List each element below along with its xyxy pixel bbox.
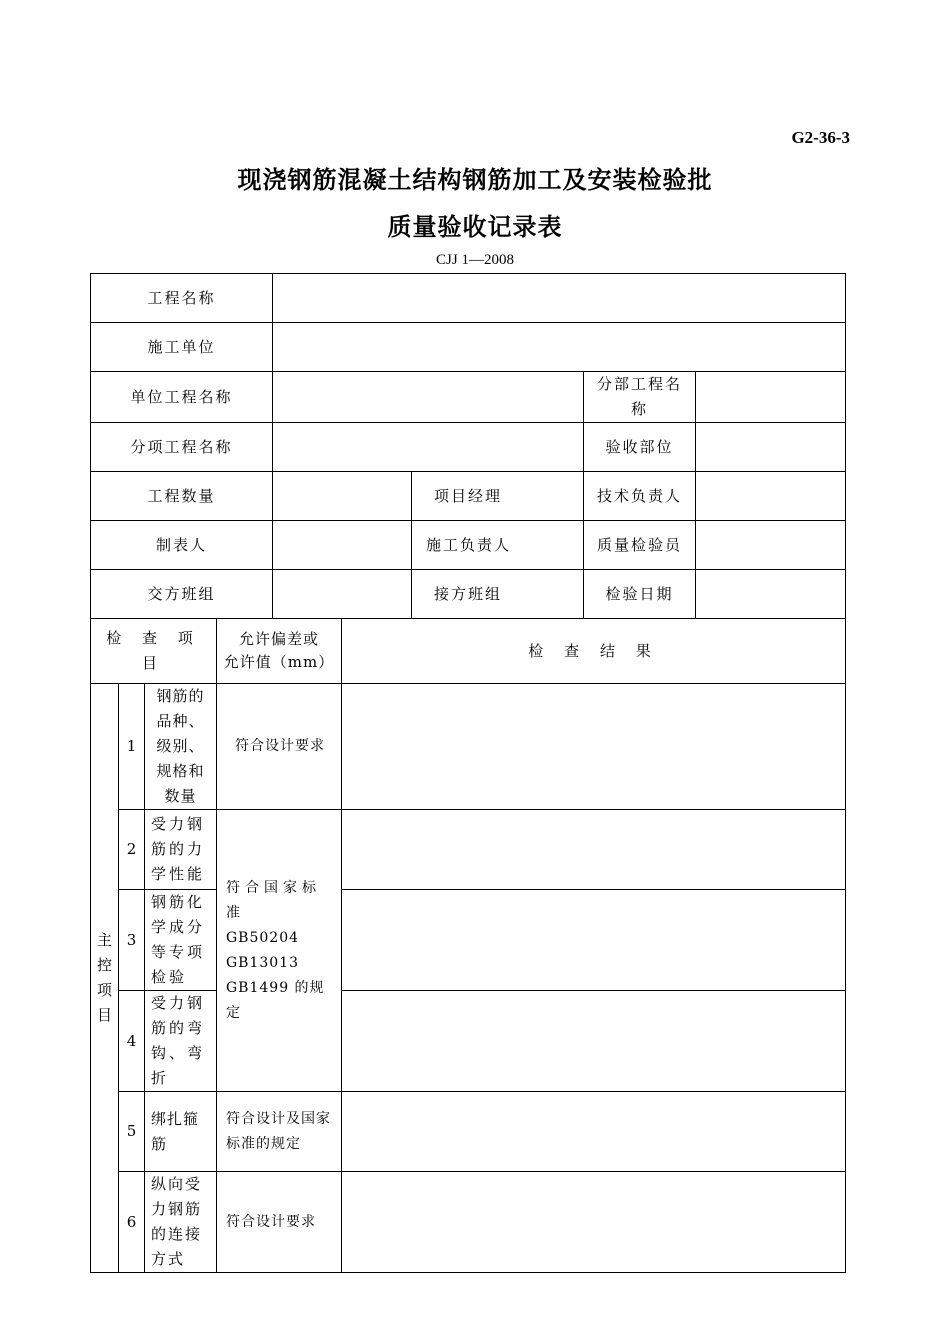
project-name-field[interactable] <box>273 274 846 323</box>
group-char-2: 控 <box>96 956 112 974</box>
quantity-label: 工程数量 <box>91 472 273 521</box>
row-number: 5 <box>119 1092 145 1172</box>
merged-tolerance-line3: GB13013 <box>226 954 300 971</box>
acceptance-part-field[interactable] <box>696 423 846 472</box>
merged-tolerance-line2: GB50204 <box>226 929 300 946</box>
tolerance-value: 符合设计及国家标准的规定 <box>217 1092 342 1172</box>
inspector-label: 质量检验员 <box>584 521 696 570</box>
check-result-field[interactable] <box>342 1172 846 1273</box>
group-char-3: 项 <box>96 981 112 999</box>
tech-lead-label: 技术负责人 <box>584 472 696 521</box>
division-project-field[interactable] <box>696 372 846 423</box>
group-char-4: 目 <box>96 1006 112 1024</box>
row-number: 1 <box>119 684 145 810</box>
tolerance-value: 符合设计要求 <box>217 684 342 810</box>
row-number: 2 <box>119 810 145 890</box>
construction-lead-label: 施工负责人 <box>412 521 584 570</box>
receiver-team-label: 接方班组 <box>412 570 584 619</box>
inspection-date-field[interactable] <box>696 570 846 619</box>
check-result-field[interactable] <box>342 810 846 890</box>
check-result-field[interactable] <box>342 991 846 1092</box>
page-title: 现浇钢筋混凝土结构钢筋加工及安装检验批 <box>237 166 713 194</box>
tolerance-header-line2: 允许值（mm） <box>223 653 335 671</box>
inspector-field[interactable] <box>696 521 846 570</box>
check-item: 纵向受力钢筋的连接方式 <box>145 1172 217 1273</box>
check-item: 受力钢筋的力学性能 <box>145 810 217 890</box>
check-item: 钢筋化学成分等专项检验 <box>145 890 217 991</box>
tolerance-header <box>217 619 342 684</box>
preparer-label: 制表人 <box>91 521 273 570</box>
quantity-field[interactable] <box>273 472 412 521</box>
check-item-header: 检 查 项 目 <box>91 619 217 684</box>
division-project-label: 分部工程名称 <box>584 372 696 423</box>
check-result-field[interactable] <box>342 890 846 991</box>
merged-tolerance-line4: GB1499 的规定 <box>226 979 325 1021</box>
group-char-1: 主 <box>96 931 112 949</box>
item-project-label: 分项工程名称 <box>91 423 273 472</box>
project-name-label: 工程名称 <box>91 274 273 323</box>
unit-project-label: 单位工程名称 <box>91 372 273 423</box>
page-subtitle: 质量验收记录表 <box>387 213 563 241</box>
acceptance-form-table <box>90 273 846 1273</box>
merged-tolerance-line1: 符合国家标准 <box>226 879 321 921</box>
tolerance-value: 符合设计要求 <box>217 1172 342 1273</box>
merged-tolerance-value <box>217 810 342 1092</box>
tech-lead-field[interactable] <box>696 472 846 521</box>
project-manager-label: 项目经理 <box>412 472 584 521</box>
check-result-header: 检 查 结 果 <box>342 619 846 684</box>
row-number: 6 <box>119 1172 145 1273</box>
inspection-date-label: 检验日期 <box>584 570 696 619</box>
check-item: 绑扎箍筋 <box>145 1092 217 1172</box>
tolerance-header-line1: 允许偏差或 <box>239 630 320 648</box>
check-result-field[interactable] <box>342 684 846 810</box>
row-number: 4 <box>119 991 145 1092</box>
item-project-field[interactable] <box>273 423 584 472</box>
unit-project-field[interactable] <box>273 372 584 423</box>
check-item: 钢筋的品种、级别、规格和数量 <box>145 684 217 810</box>
main-control-items-label <box>91 684 119 1273</box>
row-number: 3 <box>119 890 145 991</box>
check-item: 受力钢筋的弯钩、弯折 <box>145 991 217 1092</box>
check-result-field[interactable] <box>342 1092 846 1172</box>
standard-reference: CJJ 1—2008 <box>436 252 514 268</box>
construction-unit-field[interactable] <box>273 323 846 372</box>
acceptance-part-label: 验收部位 <box>584 423 696 472</box>
handover-team-label: 交方班组 <box>91 570 273 619</box>
form-code: G2-36-3 <box>791 128 850 147</box>
preparer-field[interactable] <box>273 521 412 570</box>
handover-team-field[interactable] <box>273 570 412 619</box>
construction-unit-label: 施工单位 <box>91 323 273 372</box>
